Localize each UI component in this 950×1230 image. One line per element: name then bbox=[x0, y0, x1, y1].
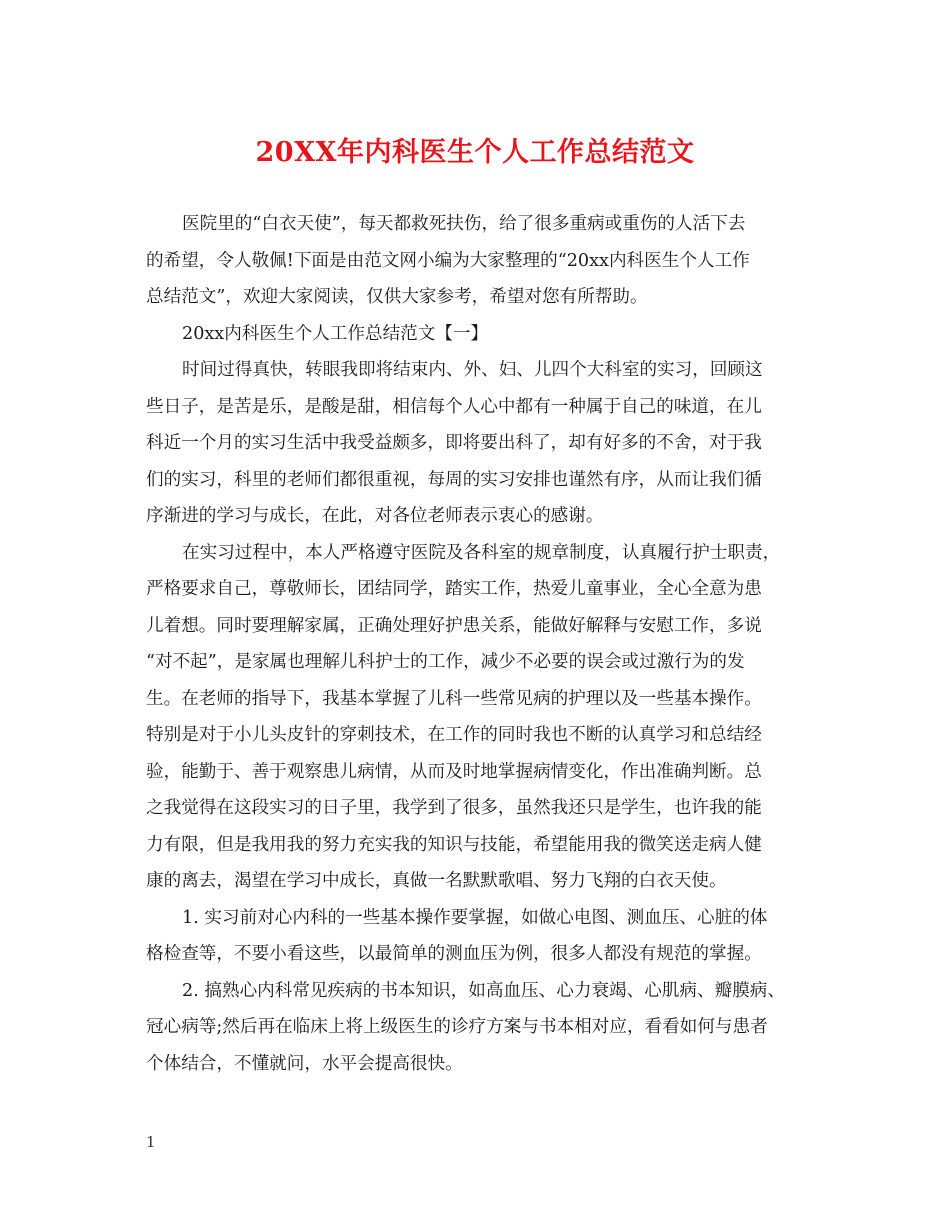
paragraph-line: 们的实习，科里的老师们都很重视，每周的实习安排也谨然有序，从而让我们循 bbox=[146, 469, 762, 490]
paragraph-line: 医院里的“白衣天使”，每天都救死扶伤，给了很多重病或重伤的人活下去 bbox=[182, 214, 746, 234]
list-item-line: 格检查等，不要小看这些，以最简单的测血压为例，很多人都没有规范的掌握。 bbox=[146, 944, 762, 964]
paragraph-line: 验，能勤于、善于观察患儿病情，从而及时地掌握病情变化，作出准确判断。总 bbox=[146, 761, 762, 782]
page-number: 1 bbox=[146, 1133, 156, 1151]
paragraph-line: 力有限，但是我用我的努力充实我的知识与技能，希望能用我的微笑送走病人健 bbox=[146, 834, 762, 855]
list-item-line: 2. 搞熟心内科常见疾病的书本知识，如高血压、心力衰竭、心肌病、瓣膜病、 bbox=[182, 980, 785, 1001]
paragraph-line: 康的离去，渴望在学习中成长，真做一名默默歌唱、努力飞翔的白衣天使。 bbox=[146, 871, 727, 891]
paragraph-line: 序渐进的学习与成长，在此，对各位老师表示衷心的感谢。 bbox=[146, 506, 604, 526]
list-item-line: 个体结合，不懂就问，水平会提高很快。 bbox=[146, 1053, 463, 1074]
paragraph-line: 之我觉得在这段实习的日子里，我学到了很多，虽然我还只是学生，也许我的能 bbox=[146, 798, 762, 818]
paragraph-line: “对不起”，是家属也理解儿科护士的工作，减少不必要的误会或过激行为的发 bbox=[146, 652, 745, 672]
paragraph-line: 总结范文”，欢迎大家阅读，仅供大家参考，希望对您有所帮助。 bbox=[146, 287, 648, 307]
paragraph-line: 科近一个月的实习生活中我受益颇多，即将要出科了，却有好多的不舍，对于我 bbox=[146, 433, 762, 453]
paragraph-line: 严格要求自己，尊敬师长，团结同学，踏实工作，热爱儿童事业，全心全意为患 bbox=[146, 579, 762, 599]
list-item-line: 1. 实习前对心内科的一些基本操作要掌握，如做心电图、测血压、心脏的体 bbox=[182, 907, 768, 928]
list-item-line: 冠心病等;然后再在临床上将上级医生的诊疗方案与书本相对应，看看如何与患者 bbox=[146, 1017, 768, 1037]
paragraph-line: 在实习过程中，本人严格遵守医院及各科室的规章制度，认真履行护士职责， bbox=[182, 542, 781, 563]
paragraph-line: 些日子，是苦是乐，是酸是甜，相信每个人心中都有一种属于自己的味道，在儿 bbox=[146, 396, 762, 417]
section-heading: 20xx内科医生个人工作总结范文【一】 bbox=[182, 323, 489, 344]
paragraph-line: 特别是对于小儿头皮针的穿刺技术，在工作的同时我也不断的认真学习和总结经 bbox=[146, 725, 762, 745]
paragraph-line: 的希望，令人敬佩!下面是由范文网小编为大家整理的“20xx内科医生个人工作 bbox=[146, 250, 750, 271]
document-title: 20XX年内科医生个人工作总结范文 bbox=[255, 137, 695, 168]
paragraph-line: 时间过得真快，转眼我即将结束内、外、妇、儿四个大科室的实习，回顾这 bbox=[182, 360, 763, 380]
paragraph-line: 儿着想。同时要理解家属，正确处理好护患关系，能做好解释与安慰工作，多说 bbox=[146, 615, 762, 636]
document-body bbox=[146, 206, 810, 1082]
paragraph-line: 生。在老师的指导下，我基本掌握了儿科一些常见病的护理以及一些基本操作。 bbox=[146, 688, 762, 709]
